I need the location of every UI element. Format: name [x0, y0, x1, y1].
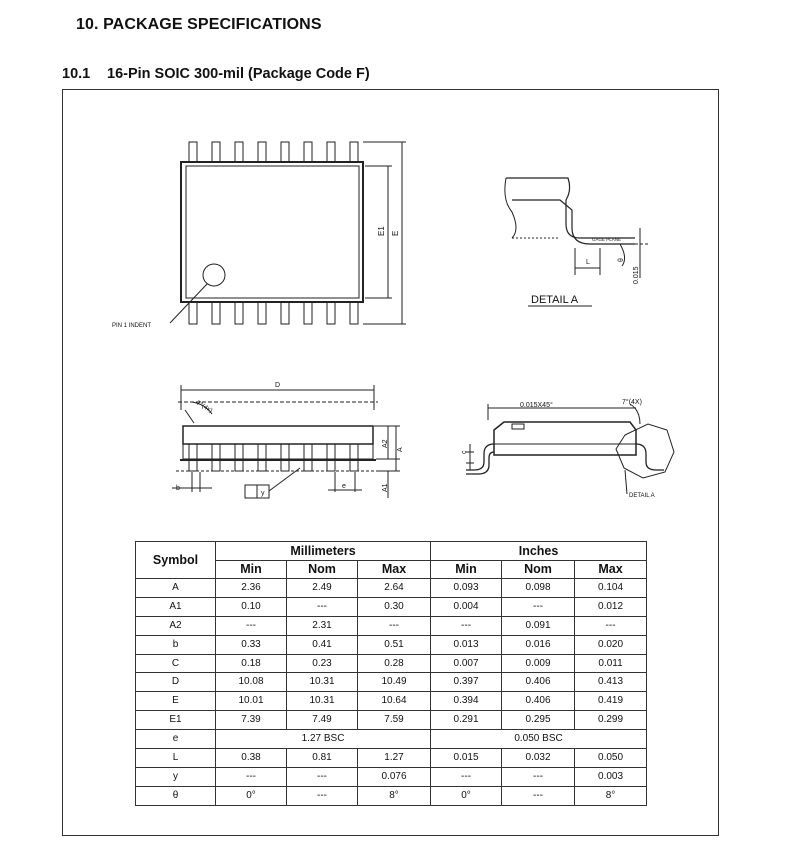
table-cell: 0.016	[502, 635, 575, 654]
dimension-table	[135, 541, 647, 806]
table-cell: 0.41	[287, 635, 358, 654]
lead	[327, 142, 335, 162]
table-cell: 0.406	[502, 692, 575, 711]
table-cell: 0.093	[431, 579, 502, 598]
table-row	[136, 786, 647, 805]
table-cell: 2.49	[287, 579, 358, 598]
subheader-cell: Min	[431, 561, 502, 579]
lead	[258, 142, 266, 162]
table-cell: 1.27	[358, 749, 431, 768]
table-row	[136, 654, 647, 673]
table-cell: 0.007	[431, 654, 502, 673]
table-cell: 0.397	[431, 673, 502, 692]
lead	[212, 444, 220, 471]
lead	[212, 142, 220, 162]
table-cell: 0.30	[358, 597, 431, 616]
table-cell: ---	[575, 616, 647, 635]
subheader-cell: Min	[216, 561, 287, 579]
section-number: 10.	[76, 16, 99, 33]
table-row	[136, 579, 647, 598]
table-cell: 0°	[216, 786, 287, 805]
table-cell: 0.33	[216, 635, 287, 654]
table-row	[136, 635, 647, 654]
table-cell: 0.076	[358, 767, 431, 786]
end-view	[466, 404, 674, 494]
table-cell: 2.36	[216, 579, 287, 598]
table-cell: 0.003	[575, 767, 647, 786]
table-cell: 0.38	[216, 749, 287, 768]
table-cell: 0°	[431, 786, 502, 805]
table-cell: 0.004	[431, 597, 502, 616]
table-cell: 0.011	[575, 654, 647, 673]
table-cell: ---	[216, 616, 287, 635]
end-body	[494, 422, 636, 455]
lead	[189, 302, 197, 324]
top-pins	[189, 142, 358, 162]
table-cell: 0.413	[575, 673, 647, 692]
table-cell: 8°	[358, 786, 431, 805]
a-dim-label: A	[397, 447, 404, 452]
side-pins	[189, 444, 358, 471]
table-cell: 0.10	[216, 597, 287, 616]
table-cell: ---	[431, 767, 502, 786]
table-row	[136, 597, 647, 616]
a2-dim-label: A2	[382, 439, 389, 448]
table-row	[136, 730, 647, 749]
table-cell: 0.18	[216, 654, 287, 673]
package-outline	[181, 162, 363, 302]
table-cell: ---	[358, 616, 431, 635]
lead	[304, 444, 312, 471]
lead	[281, 142, 289, 162]
table-cell: 7.39	[216, 711, 287, 730]
table-cell: ---	[287, 597, 358, 616]
table-cell: 0.299	[575, 711, 647, 730]
table-cell: θ	[136, 786, 216, 805]
chamfer-label: 0.015X45°	[520, 402, 553, 409]
detail-a-callout-label: DETAIL A	[629, 493, 655, 499]
table-cell: 0.032	[502, 749, 575, 768]
table-cell: ---	[502, 786, 575, 805]
inches-header: Inches	[431, 542, 647, 561]
y-label: y	[261, 490, 265, 497]
detail-a-title: DETAIL A	[531, 294, 579, 306]
subheader-cell: Nom	[287, 561, 358, 579]
table-cell: 0.291	[431, 711, 502, 730]
table-cell: A1	[136, 597, 216, 616]
lead	[235, 142, 243, 162]
table-cell: ---	[287, 767, 358, 786]
lead	[304, 142, 312, 162]
e-dim-label: E	[391, 230, 400, 236]
detail-a-view	[505, 178, 648, 306]
table-cell: E1	[136, 711, 216, 730]
millimeters-header: Millimeters	[216, 542, 431, 561]
subheader-cell: Nom	[502, 561, 575, 579]
lead	[350, 302, 358, 324]
lead	[189, 142, 197, 162]
table-cell: 0.009	[502, 654, 575, 673]
table-header-row	[136, 542, 647, 561]
table-cell: L	[136, 749, 216, 768]
lead	[281, 302, 289, 324]
e-pitch-label: e	[342, 483, 346, 490]
d-dim-label: D	[275, 382, 281, 389]
side-view	[172, 385, 400, 498]
symbol-header: Symbol	[136, 542, 216, 579]
table-cell: 0.28	[358, 654, 431, 673]
table-cell: 7.59	[358, 711, 431, 730]
table-cell: A2	[136, 616, 216, 635]
table-cell: y	[136, 767, 216, 786]
table-cell: ---	[502, 767, 575, 786]
table-cell: ---	[431, 616, 502, 635]
subsection-number: 10.1	[62, 66, 91, 82]
table-cell: 0.406	[502, 673, 575, 692]
table-row	[136, 767, 647, 786]
table-cell: 10.01	[216, 692, 287, 711]
section-title-text: PACKAGE SPECIFICATIONS	[103, 16, 322, 33]
c-dim-label: c	[461, 450, 468, 454]
table-cell: 0.51	[358, 635, 431, 654]
gage-plane-label: GAGE PLANE	[592, 237, 622, 242]
theta-label: θ	[618, 258, 625, 262]
table-cell: A	[136, 579, 216, 598]
table-cell: 0.104	[575, 579, 647, 598]
table-cell: 8°	[575, 786, 647, 805]
lead	[327, 302, 335, 324]
table-cell: 10.49	[358, 673, 431, 692]
b-dim-label: b	[176, 485, 180, 492]
table-cell: 2.31	[287, 616, 358, 635]
table-row	[136, 711, 647, 730]
table-cell: 0.013	[431, 635, 502, 654]
table-row	[136, 692, 647, 711]
table-cell: e	[136, 730, 216, 749]
pin1-indent-label: PIN 1 INDENT	[112, 323, 152, 329]
table-row	[136, 749, 647, 768]
side-body-upper	[183, 426, 373, 444]
lead	[258, 302, 266, 324]
table-cell: 7.49	[287, 711, 358, 730]
end-angle-label: 7°(4X)	[622, 399, 642, 406]
table-cell: ---	[216, 767, 287, 786]
table-row	[136, 673, 647, 692]
lead	[350, 142, 358, 162]
a1-dim-label: A1	[382, 483, 389, 492]
lead	[212, 302, 220, 324]
table-cell: 0.091	[502, 616, 575, 635]
chamfer-mark	[512, 424, 524, 429]
subsection-title-text: 16-Pin SOIC 300-mil (Package Code F)	[107, 66, 370, 82]
table-cell: 0.050	[575, 749, 647, 768]
detail-a-callout	[616, 424, 674, 478]
table-cell: 0.394	[431, 692, 502, 711]
table-cell: 0.015	[431, 749, 502, 768]
table-cell: 0.81	[287, 749, 358, 768]
bottom-pins	[189, 302, 358, 324]
table-cell: 10.31	[287, 692, 358, 711]
lead	[235, 444, 243, 471]
gauge-value-label: 0.015	[633, 266, 640, 284]
table-cell: b	[136, 635, 216, 654]
table-cell: 10.31	[287, 673, 358, 692]
table-cell: 0.012	[575, 597, 647, 616]
table-cell: 0.050 BSC	[431, 730, 647, 749]
table-cell: 0.23	[287, 654, 358, 673]
side-angle-label: 7°(4x)	[195, 399, 214, 415]
table-cell: 1.27 BSC	[216, 730, 431, 749]
lead	[235, 302, 243, 324]
table-cell: 0.020	[575, 635, 647, 654]
lead	[327, 444, 335, 471]
package-body	[186, 166, 359, 298]
table-cell: 2.64	[358, 579, 431, 598]
lead	[281, 444, 289, 471]
table-cell: D	[136, 673, 216, 692]
pin1-indent-mark	[203, 264, 225, 286]
lead	[189, 444, 197, 471]
l-dim-label: L	[586, 259, 590, 266]
e1-dim-label: E1	[377, 226, 386, 236]
top-view	[170, 142, 406, 324]
table-cell: 0.419	[575, 692, 647, 711]
lead	[258, 444, 266, 471]
table-cell: ---	[287, 786, 358, 805]
lead	[304, 302, 312, 324]
lead	[350, 444, 358, 471]
table-cell: 0.098	[502, 579, 575, 598]
table-row	[136, 616, 647, 635]
table-cell: 0.295	[502, 711, 575, 730]
table-cell: 10.08	[216, 673, 287, 692]
table-cell: 10.64	[358, 692, 431, 711]
table-cell: ---	[502, 597, 575, 616]
subheader-cell: Max	[358, 561, 431, 579]
table-cell: C	[136, 654, 216, 673]
subheader-cell: Max	[575, 561, 647, 579]
table-cell: E	[136, 692, 216, 711]
